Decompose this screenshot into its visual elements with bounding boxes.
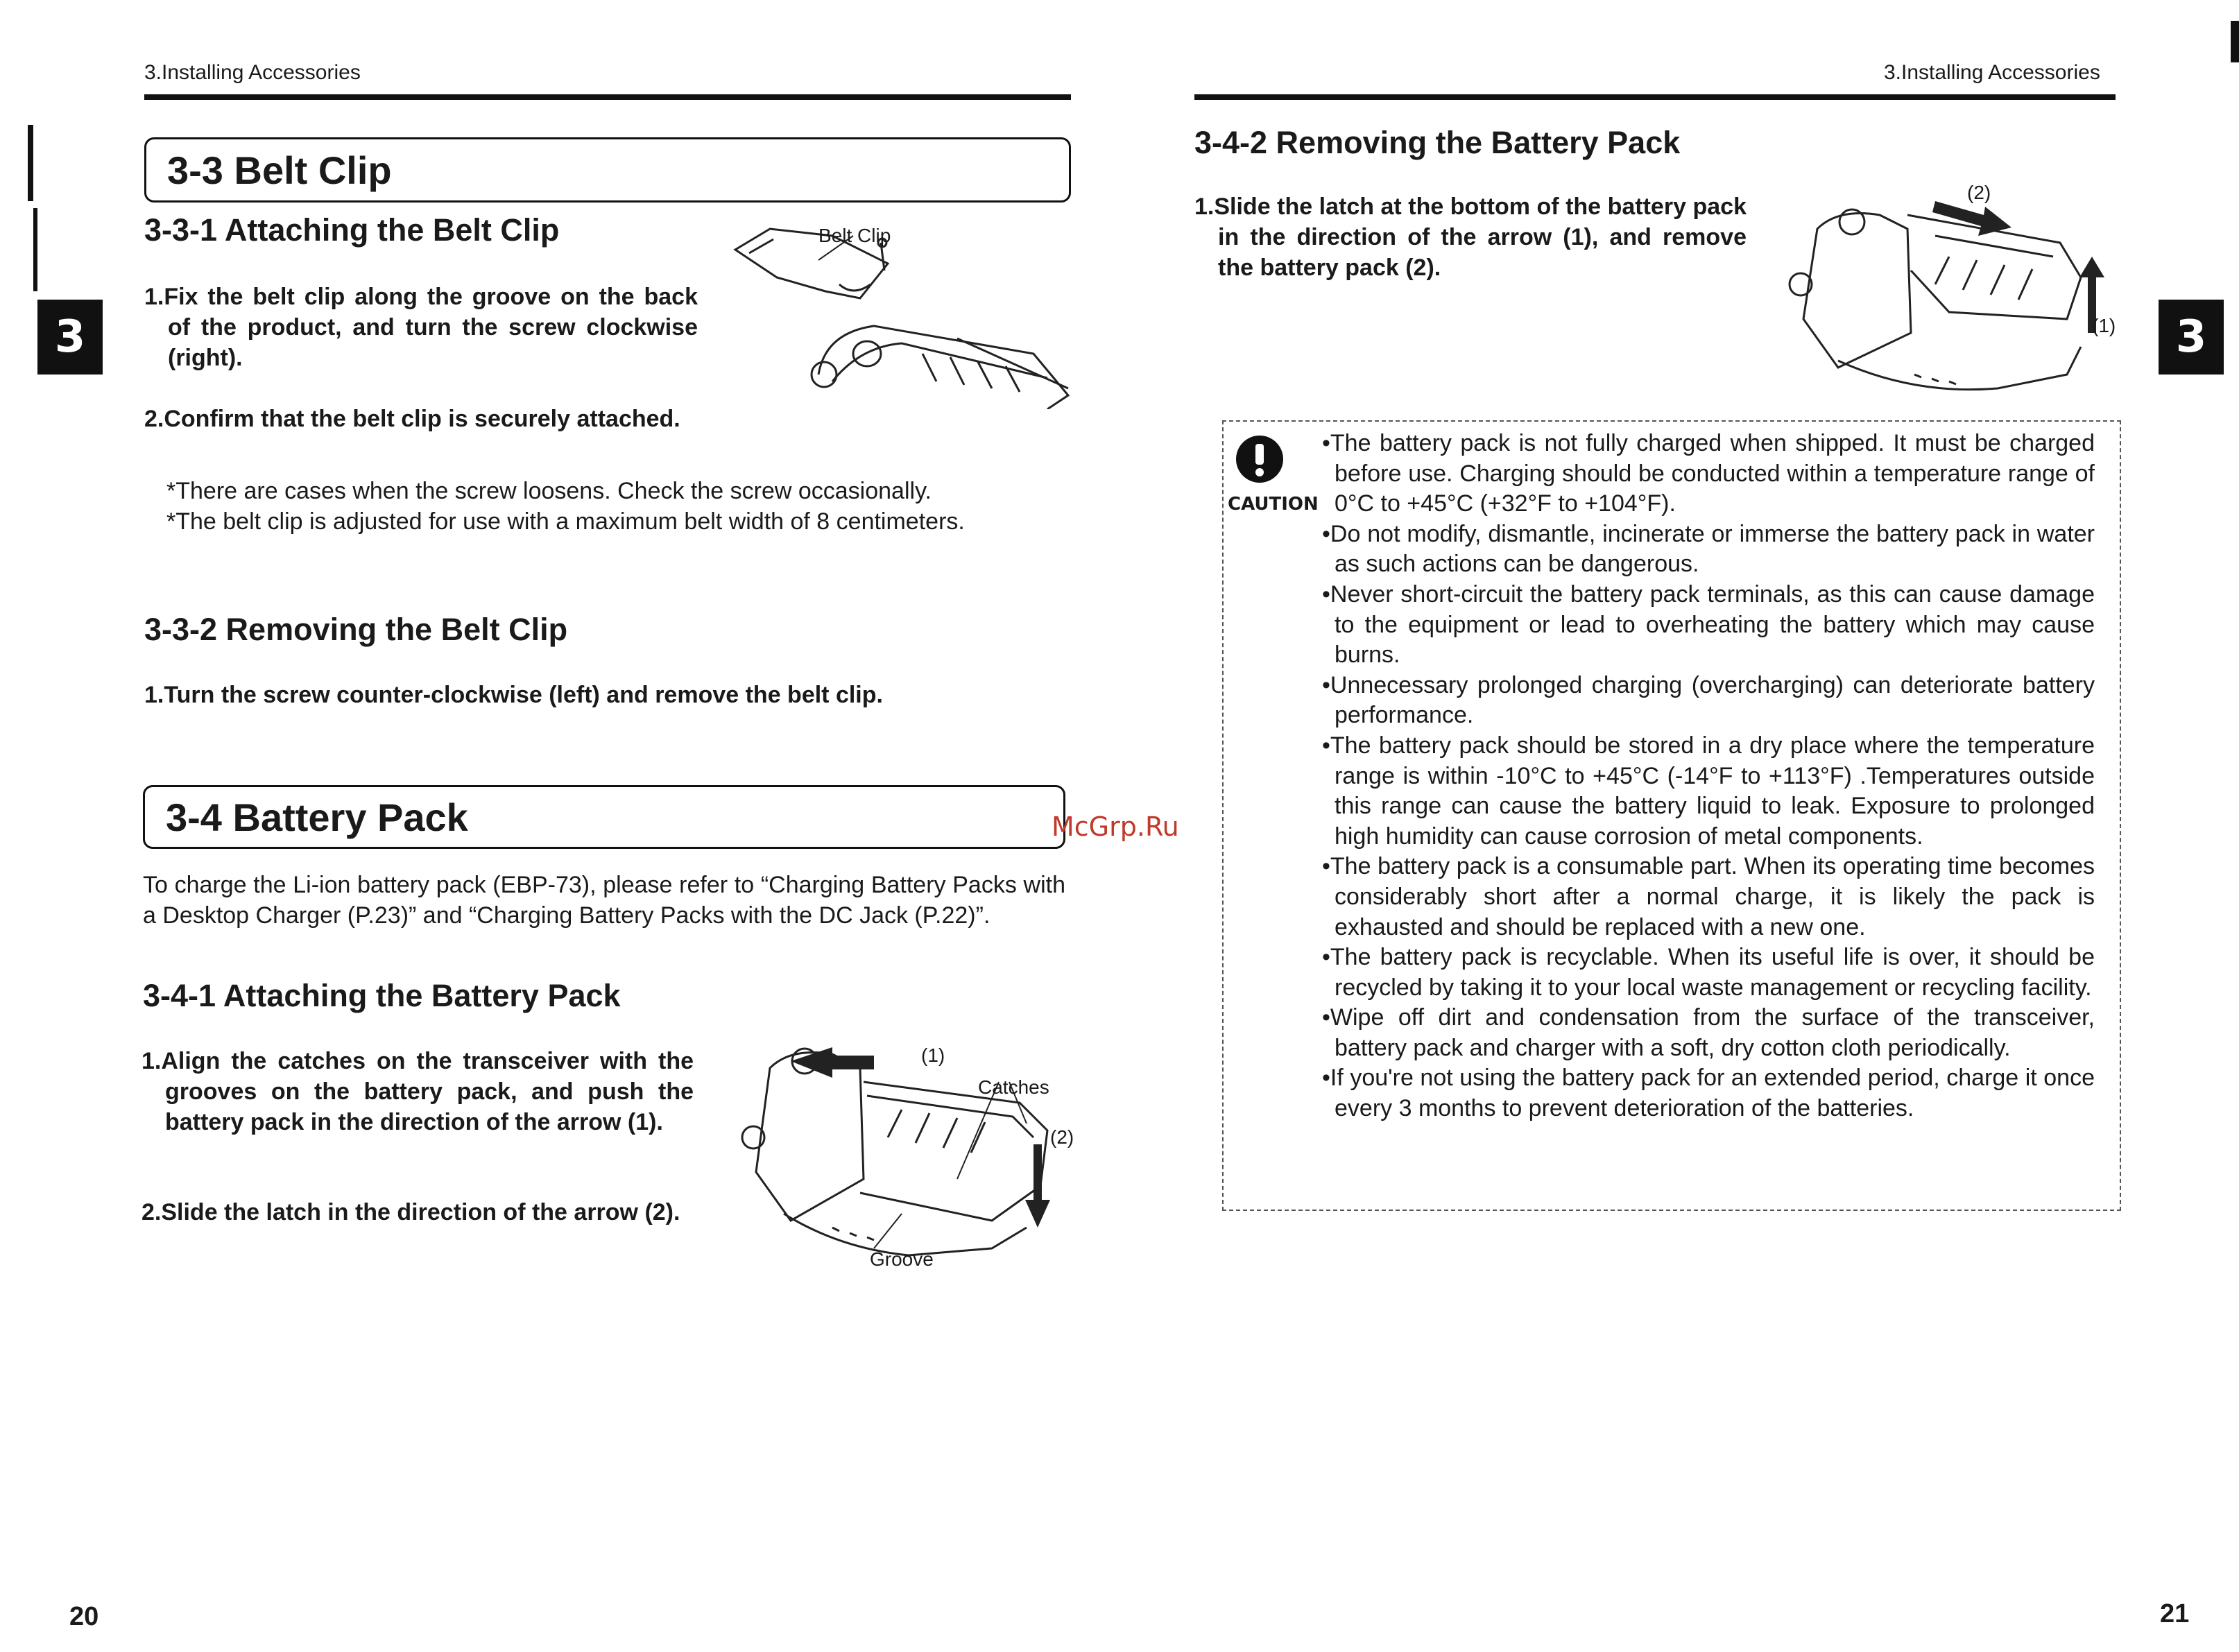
- attach-battery-step-1: 1.Align the catches on the transceiver with the grooves on the battery pack, and push the battery pack in the direction of the arrow (1).: [141, 1048, 694, 1135]
- caution-item: •Wipe off dirt and condensation from the surface of the transceiver, battery pack and charger with a soft, dry cotton cloth periodically.: [1322, 1004, 2095, 1061]
- arrow-2-down: [1025, 1144, 1050, 1228]
- caution-label: CAUTION: [1228, 494, 1319, 515]
- caution-item: •The battery pack should be stored in a dry place where the temperature range is within -10°C to +45°C (-14°F to +113°F) .Temperatures outside this range can cause the battery liquid to leak. Exposure to prolonged high humidity can cause corrosion of metal components.: [1322, 732, 2095, 850]
- header-rule-left: [144, 94, 1071, 100]
- edge-mark: [2231, 21, 2239, 62]
- caution-item: •Do not modify, dismantle, incinerate or immerse the battery pack in water as such actions can be dangerous.: [1322, 520, 2095, 578]
- caution-icon: [1235, 434, 1285, 484]
- remove-belt-clip-step-1: 1.Turn the screw counter-clockwise (left) and remove the belt clip.: [144, 682, 883, 708]
- page-number-left: 20: [69, 1602, 99, 1631]
- attach-battery-step-2: 2.Slide the latch in the direction of the arrow (2).: [141, 1199, 680, 1225]
- caution-item: •The battery pack is not fully charged when shipped. It must be charged before use. Charging should be conducted within a temperature range of 0°C to +45°C (+32°F to +104°F).: [1322, 430, 2095, 517]
- section-title-battery-pack: 3-4 Battery Pack: [143, 785, 1065, 849]
- subsection-title-attaching-battery: 3-4-1 Attaching the Battery Pack: [143, 978, 621, 1013]
- page-number-right: 21: [2160, 1599, 2190, 1628]
- battery-pack-intro: To charge the Li-ion battery pack (EBP-73), please refer to “Charging Battery Packs with a Desktop Charger (P.23)” and “Charging Battery Packs with the DC Jack (P.22)”.: [143, 872, 1065, 929]
- caution-item: •The battery pack is recyclable. When its useful life is over, it should be recycled by taking it to your local waste management or recycling facility.: [1322, 944, 2095, 1001]
- belt-clip-illustration: [721, 215, 1082, 409]
- arrow-2-right: [1932, 201, 2011, 236]
- belt-clip-step-1: 1.Fix the belt clip along the groove on the back of the product, and turn the screw clockwise (right).: [144, 284, 698, 371]
- remove-battery-step-1: 1.Slide the latch at the bottom of the battery pack in the direction of the arrow (1), and remove the battery pack (2).: [1194, 193, 1747, 281]
- caution-item: •Unnecessary prolonged charging (overcharging) can deteriorate battery performance.: [1322, 671, 2095, 729]
- running-header-left: 3.Installing Accessories: [144, 61, 361, 84]
- remove-battery-illustration: [1776, 173, 2109, 395]
- caution-item: •The battery pack is a consumable part. When its operating time becomes considerably short after a normal charge, it is likely the pack is exhausted and should be replaced with a new one.: [1322, 853, 2095, 940]
- margin-mark: [28, 125, 33, 201]
- figure-catches-label: Catches: [978, 1076, 1049, 1098]
- belt-clip-note-1: *There are cases when the screw loosens. Check the screw occasionally.: [166, 478, 932, 504]
- figure-arrow-1-label: (1): [921, 1044, 945, 1066]
- figure-arrow-2-label: (2): [1050, 1126, 1074, 1148]
- caution-item: •Never short-circuit the battery pack terminals, as this can cause damage to the equipment or lead to overheating the battery which may cause burns.: [1322, 580, 2095, 669]
- section-title-belt-clip: 3-3 Belt Clip: [144, 137, 1071, 203]
- header-rule-right: [1194, 94, 2116, 100]
- watermark: McGrp.Ru: [1052, 811, 1179, 842]
- subsection-title-removing-belt-clip: 3-3-2 Removing the Belt Clip: [144, 612, 568, 647]
- groove-leader-line: [874, 1214, 902, 1248]
- attach-battery-illustration: [728, 1040, 1075, 1269]
- caution-list: [1322, 429, 2095, 1124]
- caution-item: •If you're not using the battery pack for an extended period, charge it once every 3 months to prevent deterioration of the batteries.: [1322, 1065, 2095, 1122]
- chapter-tab-left: 3: [37, 300, 103, 375]
- running-header-right: 3.Installing Accessories: [1884, 61, 2100, 84]
- belt-clip-figure-label: Belt Clip: [818, 225, 891, 246]
- subsection-title-attaching-belt-clip: 3-3-1 Attaching the Belt Clip: [144, 212, 560, 248]
- belt-clip-step-2: 2.Confirm that the belt clip is securely attached.: [144, 406, 680, 432]
- figure-groove-label: Groove: [870, 1248, 934, 1270]
- belt-clip-note-2: *The belt clip is adjusted for use with a maximum belt width of 8 centimeters.: [166, 508, 965, 535]
- figure-arrow-1-label: (1): [2092, 315, 2116, 336]
- chapter-tab-right: 3: [2159, 300, 2224, 375]
- figure-arrow-2-label: (2): [1967, 182, 1991, 203]
- margin-mark: [33, 208, 37, 291]
- subsection-title-removing-battery: 3-4-2 Removing the Battery Pack: [1194, 125, 1681, 160]
